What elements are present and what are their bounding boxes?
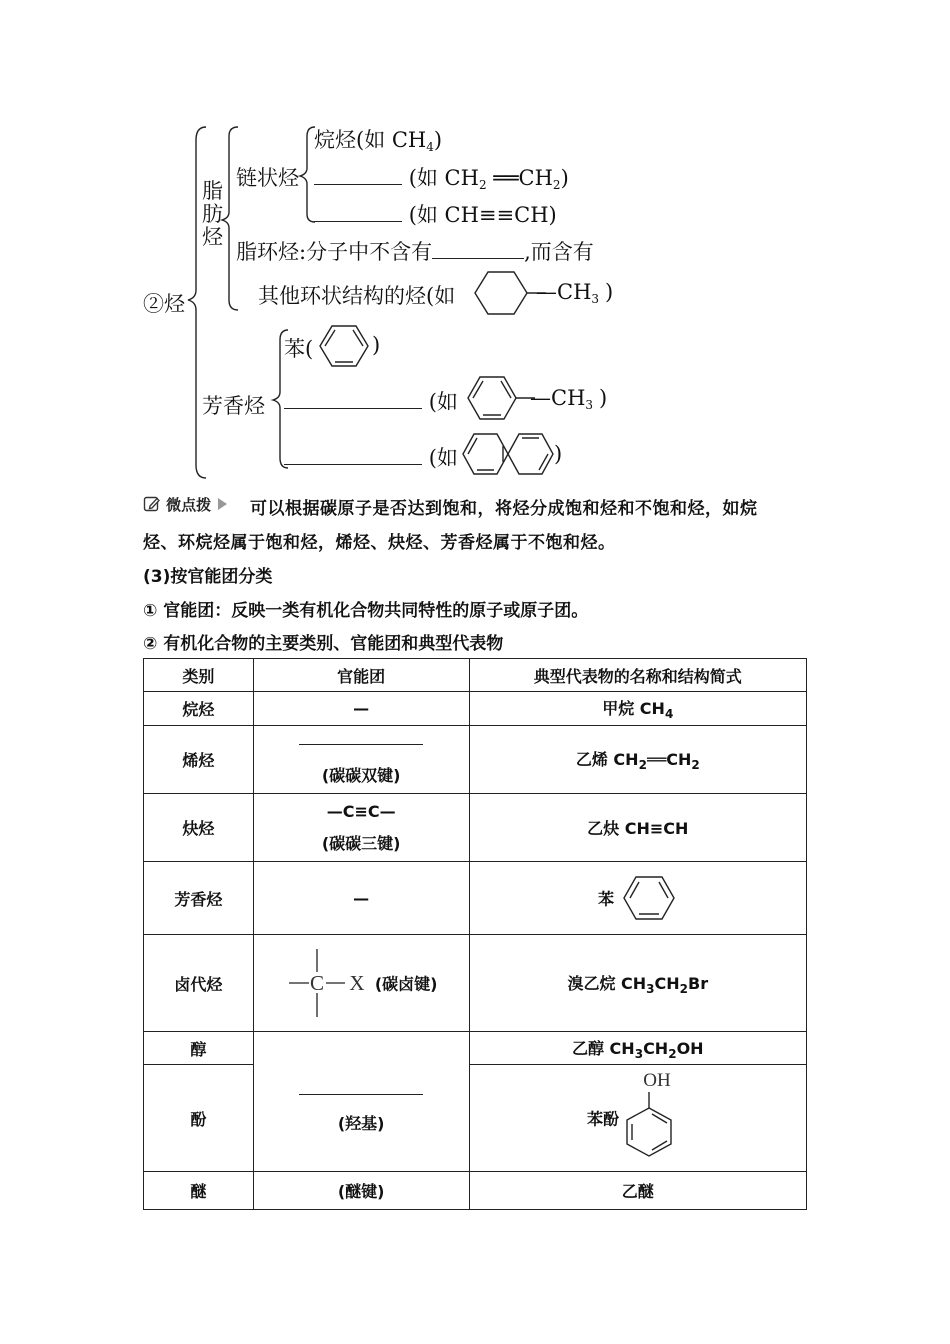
alkene-line: (如 $CH_2$ $══CH_2$) (314, 162, 569, 192)
alkane-line: 烷烃(如 $CH_4$) (314, 128, 443, 154)
chain-label: 链状烃 (236, 166, 299, 190)
class-cell: 芳香烃 (144, 862, 254, 935)
phenol-structure (625, 1068, 689, 1168)
naphthalene-structure (463, 434, 553, 474)
carbon-halogen-structure (285, 945, 375, 1021)
class-cell: 卤代烃 (144, 935, 254, 1032)
rep-cell: 苯 (469, 862, 806, 935)
toluene-methyl: $—CH_3$ ) (530, 386, 608, 412)
rep-cell: 乙炔 CH≡CH (469, 794, 806, 862)
header-representative: 典型代表物的名称和结构简式 (469, 659, 806, 692)
alkyne-line: (如 CH≡≡CH) (314, 199, 557, 229)
table-row (144, 862, 807, 935)
svg-text:X: X (349, 971, 365, 995)
alkyne-blank (314, 203, 402, 222)
alkene-group-blank (299, 743, 423, 745)
table-header-row (144, 659, 807, 692)
aromatic-label: 芳香烃 (202, 394, 265, 418)
benzene-close: ) (372, 333, 381, 357)
rep-cell: 乙醇 $CH_3CH_2OH$ (469, 1032, 806, 1065)
methyl-label: $—CH_3$ ) (536, 280, 614, 306)
aliphatic-label: 脂肪烃 (202, 179, 223, 249)
alkene-blank (314, 166, 402, 185)
naphthalene-line: (如 (284, 442, 458, 472)
tree-root-label: ②烃 (143, 292, 185, 316)
class-cell: 烷烃 (144, 692, 254, 726)
table-row (144, 794, 807, 862)
toluene-line: (如 (284, 386, 458, 416)
rep-cell: 乙烯 $CH_2══CH_2$ (469, 726, 806, 794)
header-class: 类别 (144, 659, 254, 692)
play-triangle-icon (218, 498, 227, 510)
section-item1: ① 官能团：反映一类有机化合物共同特性的原子或原子团。 (143, 601, 589, 621)
group-cell-hydroxyl: (羟基) (253, 1032, 469, 1172)
tip-text-line2: 烃、环烷烃属于饱和烃，烯烃、炔烃、芳香烃属于不饱和烃。 (143, 533, 616, 553)
toluene-blank (284, 390, 422, 409)
pencil-note-icon (143, 495, 161, 513)
naphthalene-close: ) (554, 442, 563, 466)
group-cell: —C≡C— (碳碳三键) (253, 794, 469, 862)
table-row (144, 1172, 807, 1210)
group-cell: — (253, 862, 469, 935)
benzene-line: 苯( (284, 337, 314, 361)
svg-text:OH: OH (642, 1070, 671, 1091)
functional-group-table (143, 658, 807, 1210)
alicyclic-line2: 其他环状结构的烃(如 (258, 284, 456, 308)
group-cell: (碳碳双键) (253, 726, 469, 794)
header-group: 官能团 (253, 659, 469, 692)
class-cell: 炔烃 (144, 794, 254, 862)
table-row (144, 1065, 807, 1172)
section-item2: ② 有机化合物的主要类别、官能团和典型代表物 (143, 634, 504, 654)
tip-label: 微点拨 (166, 496, 212, 514)
class-cell: 烯烃 (144, 726, 254, 794)
toluene-structure (468, 377, 535, 419)
svg-text:C: C (309, 971, 324, 995)
group-cell: C X (碳卤键) (253, 935, 469, 1032)
section-heading: (3)按官能团分类 (143, 567, 273, 587)
group-cell: — (253, 692, 469, 726)
alicyclic-blank (432, 240, 524, 259)
benzene-ring-structure (620, 869, 678, 927)
rep-cell: 甲烷 $CH_4$ (469, 692, 806, 726)
class-cell: 醇 (144, 1032, 254, 1065)
class-cell: 酚 (144, 1065, 254, 1172)
rep-cell: 乙醚 (469, 1172, 806, 1210)
naphthalene-blank (284, 446, 422, 465)
tip-badge (143, 494, 227, 515)
table-row (144, 692, 807, 726)
hydroxyl-group-blank (299, 1093, 423, 1095)
table-row (144, 726, 807, 794)
benzene-structure (320, 326, 368, 366)
table-row (144, 1032, 807, 1065)
table-row (144, 935, 807, 1032)
rep-cell: 苯酚 OH (469, 1065, 806, 1172)
alicyclic-line: 脂环烃:分子中不含有 ,而含有 (236, 240, 594, 264)
tip-text-line1: 可以根据碳原子是否达到饱和，将烃分成饱和烃和不饱和烃，如烷 (250, 499, 758, 519)
rep-cell: 溴乙烷 $CH_3CH_2Br$ (469, 935, 806, 1032)
group-cell: (醚键) (253, 1172, 469, 1210)
class-cell: 醚 (144, 1172, 254, 1210)
